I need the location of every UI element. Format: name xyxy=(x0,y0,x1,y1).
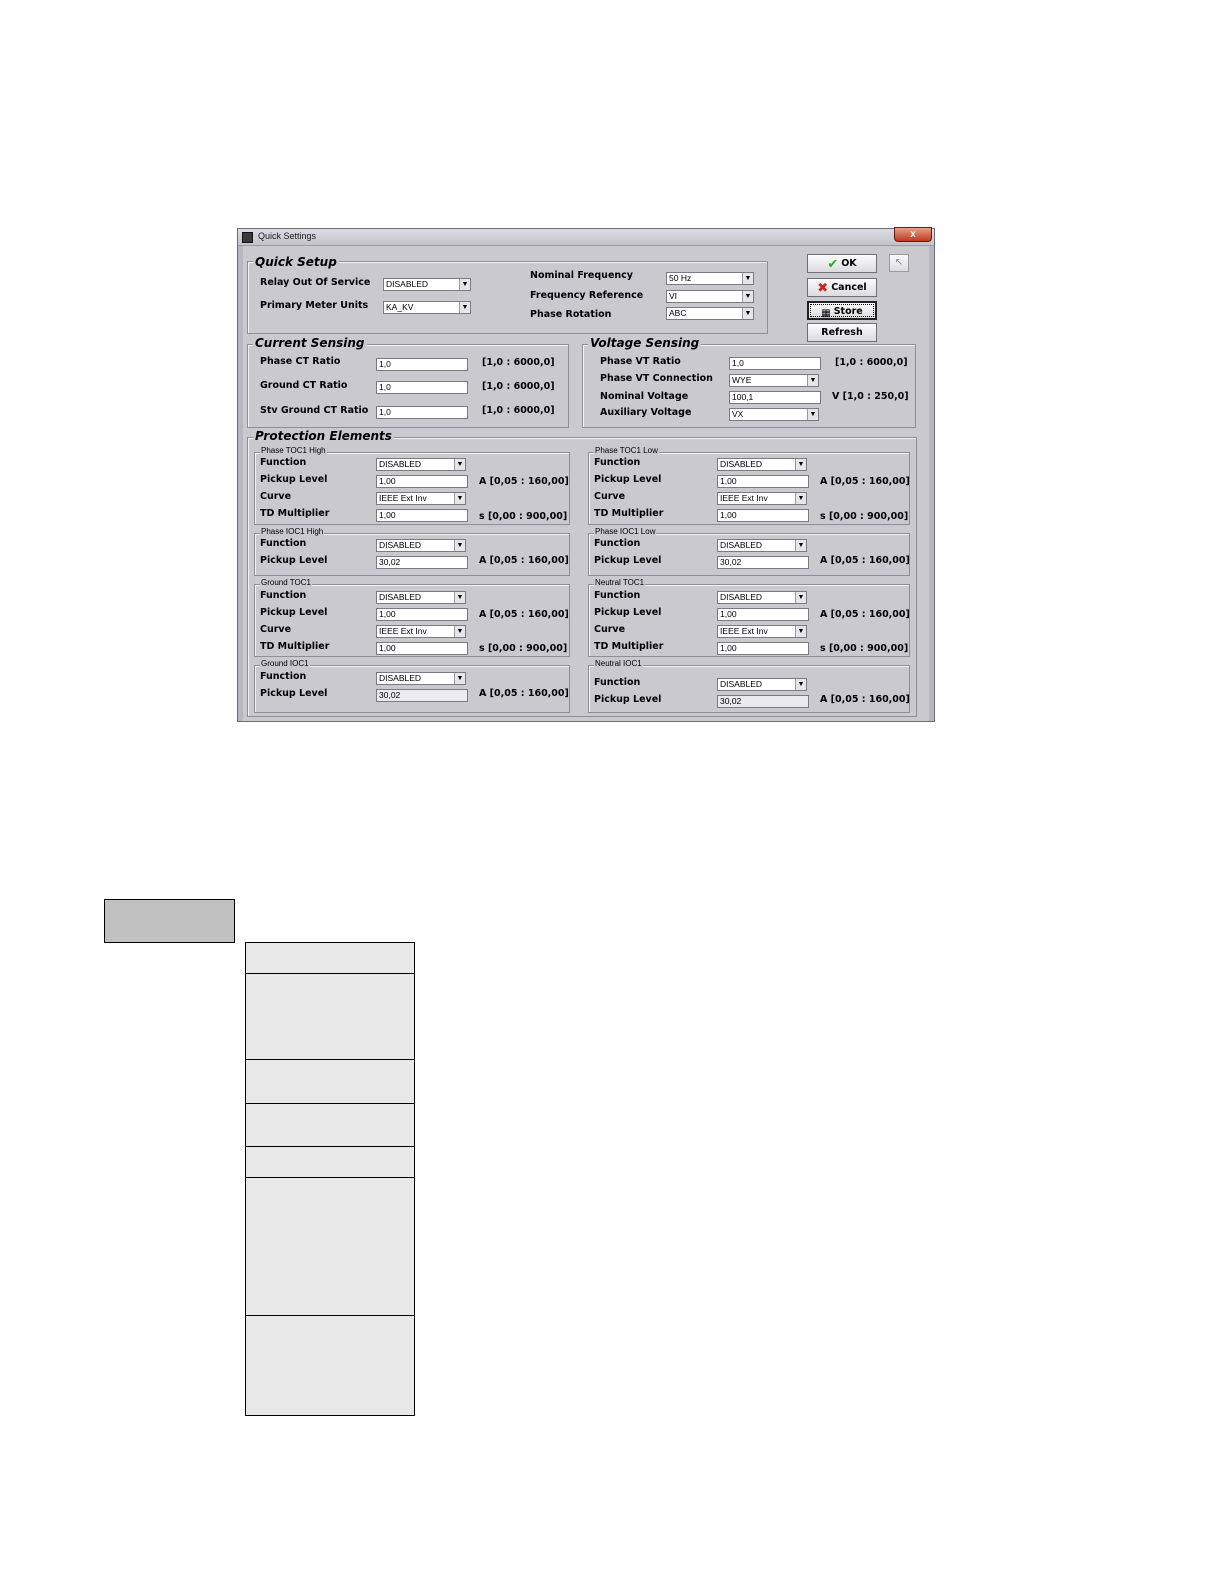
select-value: WYE xyxy=(732,375,752,385)
phase-toc1-low-td-input[interactable]: 1,00 xyxy=(717,509,809,522)
pickup-range: A [0,05 : 160,00] xyxy=(479,609,569,620)
phase-toc1-low-title: Phase TOC1 Low xyxy=(595,446,658,455)
chevron-down-icon[interactable]: ▼ xyxy=(807,375,818,386)
nominal-frequency-select[interactable] xyxy=(666,272,754,285)
pickup-level-label: Pickup Level xyxy=(260,607,328,618)
relay-out-of-service-select[interactable] xyxy=(383,278,471,291)
td-range: s [0,00 : 900,00] xyxy=(479,643,568,654)
phase-ct-ratio-label: Phase CT Ratio xyxy=(260,356,341,367)
chevron-down-icon[interactable]: ▼ xyxy=(795,540,806,551)
chevron-down-icon[interactable]: ▼ xyxy=(795,493,806,504)
phase-toc1-high-title: Phase TOC1 High xyxy=(261,446,326,455)
ground-toc1-function-select[interactable] xyxy=(376,591,466,604)
select-value: IEEE Ext Inv xyxy=(720,493,768,503)
cancel-button[interactable] xyxy=(807,278,877,297)
frequency-reference-label: Frequency Reference xyxy=(530,290,644,301)
chevron-down-icon[interactable]: ▼ xyxy=(454,459,465,470)
chevron-down-icon[interactable]: ▼ xyxy=(459,302,470,313)
pickup-range: A [0,05 : 160,00] xyxy=(820,555,910,566)
chevron-down-icon[interactable]: ▼ xyxy=(742,273,753,284)
td-multiplier-label: TD Multiplier xyxy=(260,641,330,652)
phase-toc1-low-function-select[interactable] xyxy=(717,458,807,471)
ground-toc1-pickup-input[interactable]: 1,00 xyxy=(376,608,468,621)
select-value: DISABLED xyxy=(379,459,422,469)
help-pointer-icon: ↖ xyxy=(894,257,904,268)
select-value: DISABLED xyxy=(720,592,763,602)
ok-button-label: OK xyxy=(841,258,857,269)
table-cell-7 xyxy=(245,1315,415,1416)
quick-settings-window xyxy=(237,228,935,722)
table-cell-3 xyxy=(245,1059,415,1104)
window-frame-right xyxy=(929,246,934,721)
nominal-frequency-label: Nominal Frequency xyxy=(530,270,633,281)
pickup-range: A [0,05 : 160,00] xyxy=(479,555,569,566)
refresh-button[interactable] xyxy=(807,323,877,342)
phase-ioc1-high-pickup-input[interactable]: 30,02 xyxy=(376,556,468,569)
phase-toc1-high-td-input[interactable]: 1,00 xyxy=(376,509,468,522)
voltage-sensing-title: Voltage Sensing xyxy=(590,336,700,350)
phase-ioc1-low-pickup-input[interactable]: 30,02 xyxy=(717,556,809,569)
relay-out-of-service-label: Relay Out Of Service xyxy=(260,277,371,288)
help-pointer-button[interactable] xyxy=(889,254,909,272)
select-value: DISABLED xyxy=(720,459,763,469)
function-label: Function xyxy=(260,457,307,468)
pickup-range: A [0,05 : 160,00] xyxy=(479,476,569,487)
phase-toc1-high-curve-select[interactable] xyxy=(376,492,466,505)
phase-toc1-high-function-select[interactable] xyxy=(376,458,466,471)
chevron-down-icon[interactable]: ▼ xyxy=(795,459,806,470)
pickup-level-label: Pickup Level xyxy=(594,607,662,618)
select-value: VI xyxy=(669,291,678,301)
store-button[interactable] xyxy=(807,301,877,320)
phase-vt-connection-select[interactable] xyxy=(729,374,819,387)
select-value: IEEE Ext Inv xyxy=(720,626,768,636)
chevron-down-icon[interactable]: ▼ xyxy=(454,592,465,603)
cancel-button-label: Cancel xyxy=(831,282,867,293)
pickup-level-label: Pickup Level xyxy=(594,474,662,485)
curve-label: Curve xyxy=(260,491,292,502)
select-value: KA_KV xyxy=(386,302,414,312)
phase-ioc1-low-function-select[interactable] xyxy=(717,539,807,552)
ground-toc1-curve-select[interactable] xyxy=(376,625,466,638)
neutral-toc1-td-input[interactable]: 1,00 xyxy=(717,642,809,655)
store-icon: ▦ xyxy=(821,308,831,319)
phase-rotation-select[interactable] xyxy=(666,307,754,320)
pickup-range: A [0,05 : 160,00] xyxy=(820,694,910,705)
function-label: Function xyxy=(594,590,641,601)
pickup-level-label: Pickup Level xyxy=(594,555,662,566)
curve-label: Curve xyxy=(594,624,626,635)
phase-vt-connection-label: Phase VT Connection xyxy=(600,373,713,384)
neutral-ioc1-pickup-input[interactable]: 30,02 xyxy=(717,695,809,708)
chevron-down-icon[interactable]: ▼ xyxy=(454,540,465,551)
stv-ground-ct-ratio-label: Stv Ground CT Ratio xyxy=(260,405,369,416)
close-button[interactable]: x xyxy=(894,227,932,242)
chevron-down-icon[interactable]: ▼ xyxy=(454,626,465,637)
chevron-down-icon[interactable]: ▼ xyxy=(795,679,806,690)
function-label: Function xyxy=(594,538,641,549)
td-multiplier-label: TD Multiplier xyxy=(594,508,664,519)
primary-meter-units-label: Primary Meter Units xyxy=(260,300,369,311)
chevron-down-icon[interactable]: ▼ xyxy=(459,279,470,290)
neutral-ioc1-function-select[interactable] xyxy=(717,678,807,691)
phase-rotation-label: Phase Rotation xyxy=(530,309,612,320)
stv-ground-ct-ratio-range: [1,0 : 6000,0] xyxy=(482,405,555,416)
select-value: VX xyxy=(732,409,744,419)
chevron-down-icon[interactable]: ▼ xyxy=(454,493,465,504)
function-label: Function xyxy=(594,677,641,688)
td-range: s [0,00 : 900,00] xyxy=(820,643,909,654)
pickup-range: A [0,05 : 160,00] xyxy=(820,609,910,620)
select-value: IEEE Ext Inv xyxy=(379,626,427,636)
store-button-label: Store xyxy=(833,306,863,317)
pickup-range: A [0,05 : 160,00] xyxy=(479,688,569,699)
ground-ioc1-title: Ground IOC1 xyxy=(261,659,309,668)
phase-toc1-low-curve-select[interactable] xyxy=(717,492,807,505)
phase-ioc1-low-title: Phase IOC1 Low xyxy=(595,527,656,536)
phase-ioc1-high-title: Phase IOC1 High xyxy=(261,527,324,536)
nominal-voltage-label: Nominal Voltage xyxy=(600,391,689,402)
chevron-down-icon[interactable]: ▼ xyxy=(742,291,753,302)
quick-setup-title: Quick Setup xyxy=(255,255,337,269)
td-multiplier-label: TD Multiplier xyxy=(594,641,664,652)
chevron-down-icon[interactable]: ▼ xyxy=(807,409,818,420)
nominal-voltage-input[interactable]: 100,1 xyxy=(729,391,821,404)
select-value: DISABLED xyxy=(720,679,763,689)
table-cell-1 xyxy=(245,942,415,974)
phase-ct-ratio-input[interactable]: 1,0 xyxy=(376,358,468,371)
app-icon xyxy=(242,232,253,243)
phase-toc1-high-pickup-input[interactable]: 1,00 xyxy=(376,475,468,488)
table-cell-4 xyxy=(245,1103,415,1147)
ground-ioc1-function-select[interactable] xyxy=(376,672,466,685)
stv-ground-ct-ratio-input[interactable]: 1,0 xyxy=(376,406,468,419)
pickup-level-label: Pickup Level xyxy=(260,474,328,485)
auxiliary-voltage-label: Auxiliary Voltage xyxy=(600,407,692,418)
table-cell-6 xyxy=(245,1177,415,1316)
phase-ioc1-high-function-select[interactable] xyxy=(376,539,466,552)
select-value: ABC xyxy=(669,308,687,318)
phase-toc1-low-pickup-input[interactable]: 1,00 xyxy=(717,475,809,488)
neutral-ioc1-title: Neutral IOC1 xyxy=(595,659,642,668)
pickup-level-label: Pickup Level xyxy=(260,688,328,699)
nominal-voltage-range: V [1,0 : 250,0] xyxy=(832,391,909,402)
td-range: s [0,00 : 900,00] xyxy=(820,511,909,522)
protection-elements-title: Protection Elements xyxy=(255,429,392,443)
select-value: DISABLED xyxy=(379,673,422,683)
refresh-button-label: Refresh xyxy=(821,327,863,338)
ground-ct-ratio-range: [1,0 : 6000,0] xyxy=(482,381,555,392)
pickup-level-label: Pickup Level xyxy=(260,555,328,566)
chevron-down-icon[interactable]: ▼ xyxy=(795,592,806,603)
phase-vt-ratio-input[interactable]: 1,0 xyxy=(729,357,821,370)
auxiliary-voltage-select[interactable] xyxy=(729,408,819,421)
select-value: DISABLED xyxy=(379,592,422,602)
pickup-range: A [0,05 : 160,00] xyxy=(820,476,910,487)
function-label: Function xyxy=(594,457,641,468)
select-value: 50 Hz xyxy=(669,273,692,283)
select-value: DISABLED xyxy=(379,540,422,550)
primary-meter-units-select[interactable] xyxy=(383,301,471,314)
neutral-toc1-function-select[interactable] xyxy=(717,591,807,604)
title-bar[interactable] xyxy=(238,229,934,246)
select-value: DISABLED xyxy=(386,279,429,289)
table-cell-5 xyxy=(245,1146,415,1178)
td-range: s [0,00 : 900,00] xyxy=(479,511,568,522)
chevron-down-icon[interactable]: ▼ xyxy=(795,626,806,637)
neutral-toc1-pickup-input[interactable]: 1,00 xyxy=(717,608,809,621)
phase-vt-ratio-label: Phase VT Ratio xyxy=(600,356,681,367)
x-icon: ✖ xyxy=(817,281,829,296)
function-label: Function xyxy=(260,671,307,682)
ground-ct-ratio-input[interactable]: 1,0 xyxy=(376,381,468,394)
chevron-down-icon[interactable]: ▼ xyxy=(454,673,465,684)
ground-toc1-title: Ground TOC1 xyxy=(261,578,311,587)
window-frame-left xyxy=(238,246,243,721)
select-value: DISABLED xyxy=(720,540,763,550)
phase-ct-ratio-range: [1,0 : 6000,0] xyxy=(482,357,555,368)
check-icon: ✔ xyxy=(827,257,839,272)
select-value: IEEE Ext Inv xyxy=(379,493,427,503)
ground-ioc1-pickup-input[interactable]: 30,02 xyxy=(376,689,468,702)
pickup-level-label: Pickup Level xyxy=(594,694,662,705)
function-label: Function xyxy=(260,590,307,601)
neutral-toc1-curve-select[interactable] xyxy=(717,625,807,638)
function-label: Function xyxy=(260,538,307,549)
phase-vt-ratio-range: [1,0 : 6000,0] xyxy=(835,357,908,368)
chevron-down-icon[interactable]: ▼ xyxy=(742,308,753,319)
ground-ct-ratio-label: Ground CT Ratio xyxy=(260,380,348,391)
neutral-toc1-title: Neutral TOC1 xyxy=(595,578,645,587)
ok-button[interactable] xyxy=(807,254,877,273)
ground-toc1-td-input[interactable]: 1,00 xyxy=(376,642,468,655)
curve-label: Curve xyxy=(260,624,292,635)
td-multiplier-label: TD Multiplier xyxy=(260,508,330,519)
current-sensing-title: Current Sensing xyxy=(255,336,365,350)
section-header-box xyxy=(104,899,235,943)
frequency-reference-select[interactable] xyxy=(666,290,754,303)
table-cell-2 xyxy=(245,973,415,1060)
curve-label: Curve xyxy=(594,491,626,502)
window-title: Quick Settings xyxy=(258,231,317,241)
